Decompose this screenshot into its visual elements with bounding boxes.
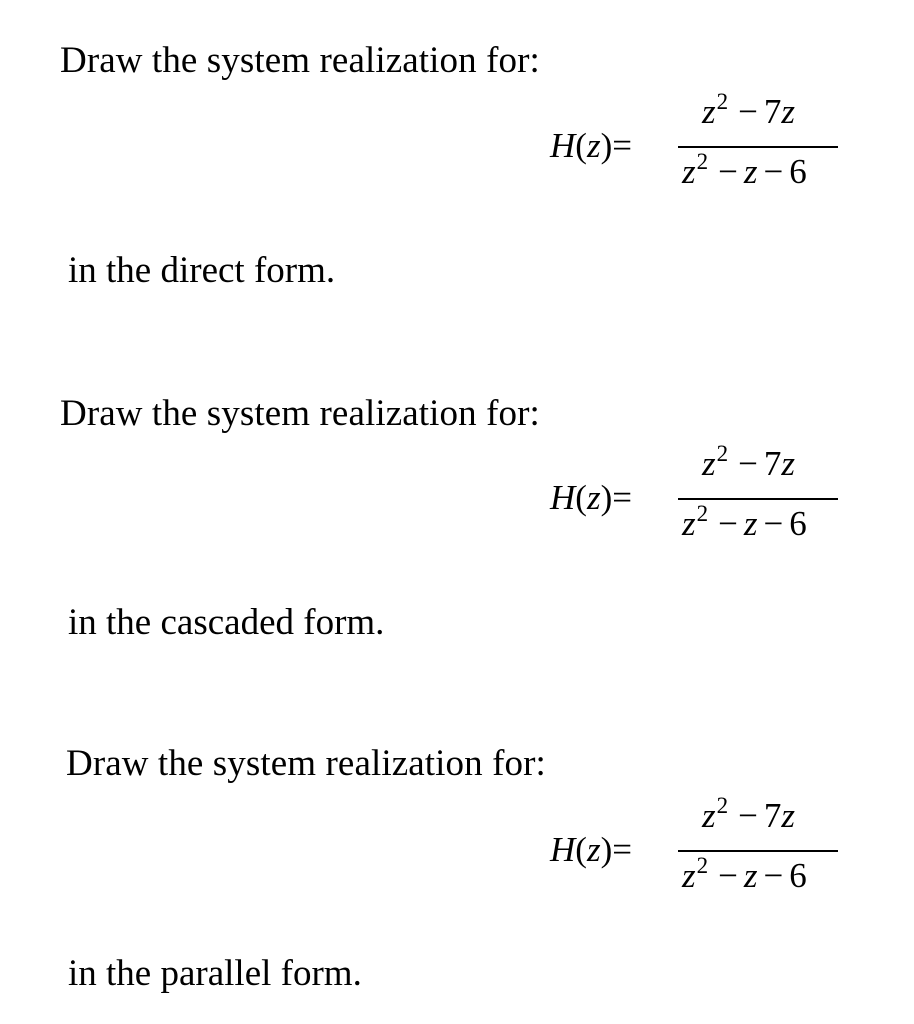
fraction-bar	[678, 146, 838, 148]
fraction	[678, 441, 840, 554]
problem-prompt: Draw the system realization for:	[60, 393, 540, 434]
denominator: $z^2 - z - 6$	[682, 501, 807, 543]
denominator: $z^2 - z - 6$	[682, 853, 807, 895]
problem-prompt: Draw the system realization for:	[60, 40, 540, 81]
transfer-function-equation	[550, 441, 840, 554]
numerator: $z^2 - 7z$	[702, 793, 795, 835]
realization-form: in the parallel form.	[68, 953, 362, 994]
equation-lhs: H(z)=	[550, 830, 632, 869]
realization-form: in the direct form.	[68, 250, 336, 291]
transfer-function-equation	[550, 89, 840, 202]
equation-lhs: H(z)=	[550, 478, 632, 517]
fraction-bar	[678, 498, 838, 500]
numerator: $z^2 - 7z$	[702, 441, 795, 483]
numerator: $z^2 - 7z$	[702, 89, 795, 131]
transfer-function-equation	[550, 793, 840, 906]
fraction	[678, 89, 840, 202]
fraction	[678, 793, 840, 906]
realization-form: in the cascaded form.	[68, 602, 385, 643]
fraction-bar	[678, 850, 838, 852]
equation-lhs: H(z)=	[550, 126, 632, 165]
problem-prompt: Draw the system realization for:	[66, 743, 546, 784]
denominator: $z^2 - z - 6$	[682, 149, 807, 191]
